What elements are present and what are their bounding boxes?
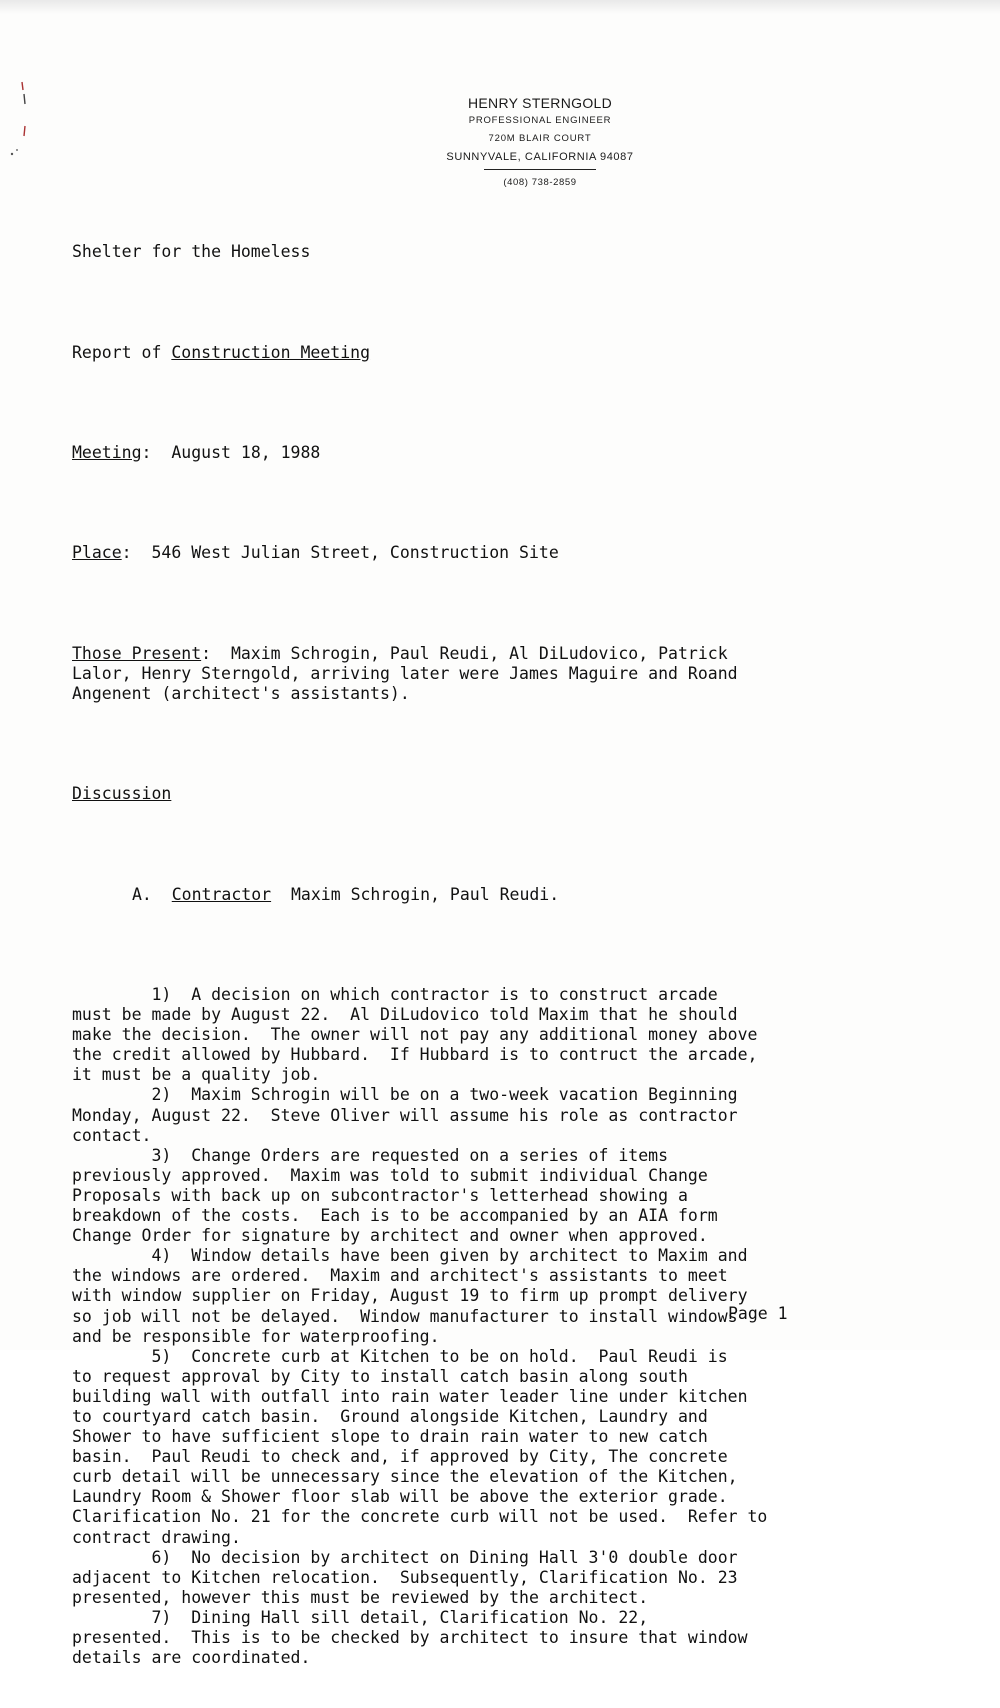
letterhead-title: PROFESSIONAL ENGINEER [468,115,612,126]
meeting-label: Meeting [72,442,142,462]
report-title-underlined: Construction Meeting [171,342,371,362]
report-body [72,202,932,1708]
item-line: it must be a quality job. [72,1065,321,1085]
item-line: make the decision. The owner will not pay any additional money above [72,1025,758,1045]
item-line: contract drawing. [72,1527,241,1547]
meeting-value: : August 18, 1988 [141,442,321,462]
item-line: with window supplier on Friday, August 19 to firm up prompt delivery [72,1286,748,1306]
discussion-label: Discussion [72,784,172,804]
place-line [72,543,932,563]
place-value: : 546 West Julian Street, Construction Site [121,543,559,563]
item-line: 1) A decision on which contractor is to construct arcade [72,985,718,1004]
item-line: 5) Concrete curb at Kitchen to be on hold. Paul Reudi is [72,1346,728,1366]
item-line: curb detail will be unnecessary since the elevation of the Kitchen, [72,1467,738,1487]
item-line: so job will not be delayed. Window manufacturer to install windows [72,1306,738,1326]
letterhead-name: HENRY STERNGOLD [467,95,612,111]
item-line: details are coordinated. [72,1648,311,1668]
discussion-heading [72,784,932,804]
discussion-item [72,1608,932,1668]
report-title [72,343,932,363]
section-a-label: Contractor [171,884,272,904]
item-line: must be made by August 22. Al DiLudovico told Maxim that he should [72,1005,738,1025]
item-line: 3) Change Orders are requested on a series of items [72,1145,669,1165]
item-line: and be responsible for waterproofing. [72,1326,440,1346]
page-number: Page 1 [728,1304,788,1323]
letterhead-city: SUNNYVALE, CALIFORNIA 94087 [446,151,634,163]
present-label: Those Present [72,643,202,663]
project-title: Shelter for the Homeless [72,242,311,262]
item-line: basin. Paul Reudi to check and, if approved by City, The concrete [72,1447,728,1467]
item-line: Laundry Room & Shower floor slab will be above the exterior grade. [72,1487,728,1507]
item-line: 4) Window details have been given by architect to Maxim and [72,1246,748,1266]
item-line: the windows are ordered. Maxim and architect's assistants to meet [72,1266,728,1286]
item-line: the credit allowed by Hubbard. If Hubbard is to contruct the arcade, [72,1045,758,1065]
item-line: 6) No decision by architect on Dining Hall 3'0 double door [72,1547,738,1567]
meeting-line [72,443,932,463]
item-line: Shower to have sufficient slope to drain rain water to new catch [72,1427,708,1447]
letterhead-phone: (408) 738-2859 [503,177,577,188]
item-line: to request approval by City to install catch basin along south [72,1366,688,1386]
letterhead [360,94,720,190]
item-line: Clarification No. 21 for the concrete curb will not be used. Refer to [72,1507,768,1527]
report-prefix: Report of [72,342,172,362]
present-line: : Maxim Schrogin, Paul Reudi, Al DiLudovico, Patrick [201,643,728,663]
discussion-item [72,985,932,1085]
letterhead-address: 720M BLAIR COURT [488,133,592,144]
discussion-item [72,1548,932,1608]
item-line: Change Order for signature by architect and owner when approved. [72,1226,708,1246]
margin-marks [4,76,28,166]
item-line: Proposals with back up on subcontractor's letterhead showing a [72,1185,688,1205]
section-a-letter: A. [132,884,172,904]
present-line-2: Lalor, Henry Sterngold, arriving later were James Maguire and Roand [72,663,738,683]
discussion-items [72,985,932,1668]
item-line: 7) Dining Hall sill detail, Clarification No. 22, [72,1607,649,1627]
section-a-names: Maxim Schrogin, Paul Reudi. [271,884,560,904]
item-line: breakdown of the costs. Each is to be accompanied by an AIA form [72,1206,718,1226]
present-block [72,644,932,704]
scan-edge [0,0,1000,14]
item-line: presented, however this must be reviewed by the architect. [72,1587,649,1607]
place-label: Place [72,543,122,563]
item-line: Monday, August 22. Steve Oliver will assume his role as contractor [72,1105,738,1125]
section-a-heading [72,885,932,905]
item-line: previously approved. Maxim was told to submit individual Change [72,1165,708,1185]
present-line-1 [72,644,932,664]
discussion-item [72,1246,932,1346]
discussion-item [72,1085,932,1145]
letterhead-rule [484,169,596,170]
item-line: 2) Maxim Schrogin will be on a two-week vacation Beginning [72,1085,738,1105]
item-line: building wall with outfall into rain water leader line under kitchen [72,1386,748,1406]
item-line: adjacent to Kitchen relocation. Subsequently, Clarification No. 23 [72,1567,738,1587]
discussion-item [72,1146,932,1246]
discussion-item [72,1347,932,1548]
item-line: to courtyard catch basin. Ground alongside Kitchen, Laundry and [72,1406,708,1426]
item-line: presented. This is to be checked by architect to insure that window [72,1628,748,1647]
present-line-3: Angenent (architect's assistants). [72,683,410,703]
item-line: contact. [72,1125,152,1145]
